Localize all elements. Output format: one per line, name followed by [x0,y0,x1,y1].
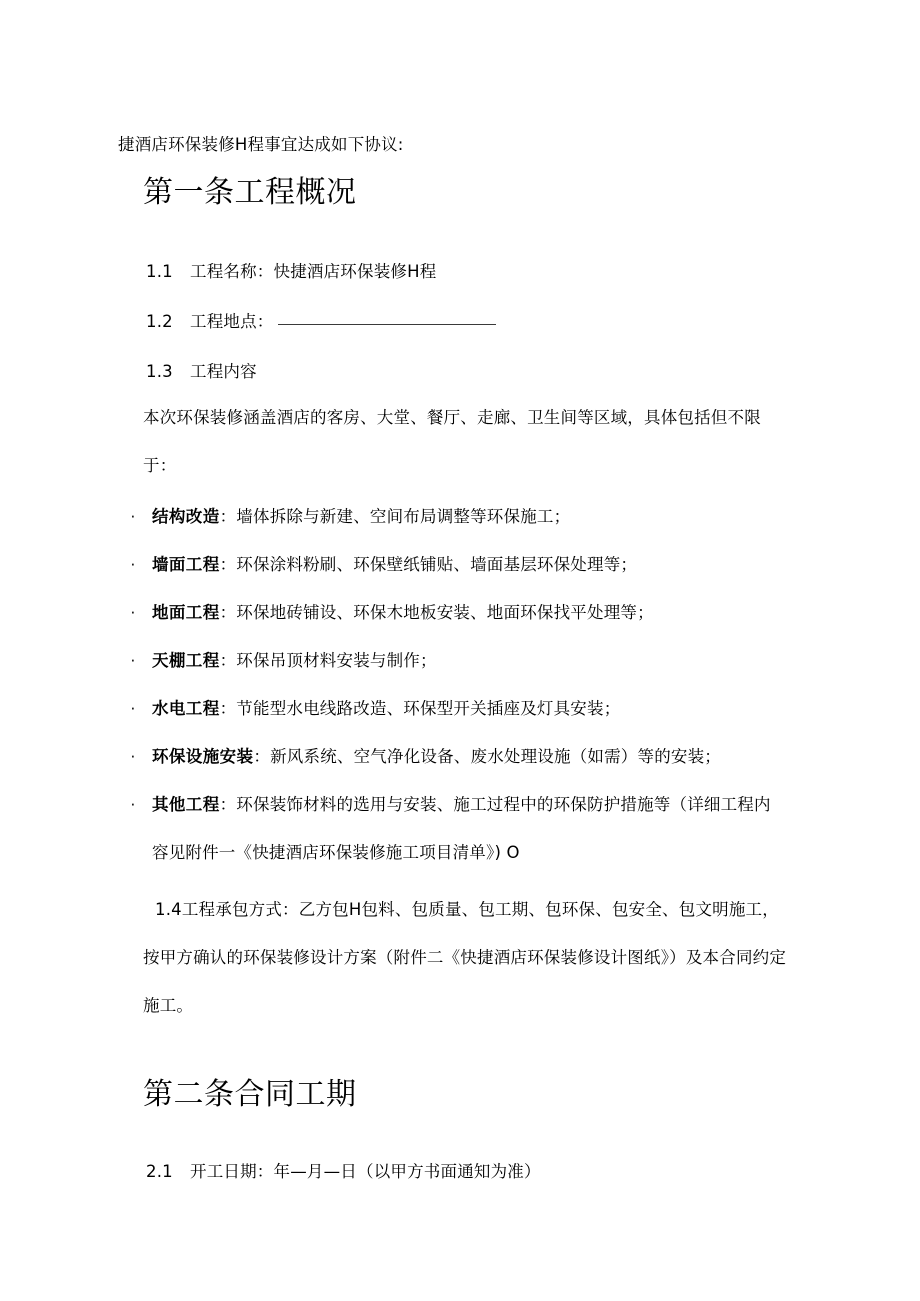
list-item-detail: ：墙体拆除与新建、空间布局调整等环保施工； [219,507,571,526]
list-item-text [152,781,771,829]
list-item-detail: ：环保装饰材料的选用与安装、施工过程中的环保防护措施等（详细工程内 [219,795,771,814]
clause-text-1-2: 工程地点： [190,312,274,331]
list-item-text [152,733,721,781]
scope-bullet-list [0,493,920,877]
bullet-dot-icon: · [130,604,136,622]
list-item-detail: ：环保地砖铺设、环保木地板安装、地面环保找平处理等； [219,603,654,622]
clause-1-1 [146,259,436,285]
clause-number-1-2: 1.2 [146,312,173,331]
clause-number-2-1: 2.1 [146,1162,173,1181]
list-item-text [152,685,620,733]
bullet-dot-icon: · [130,652,136,670]
list-item-detail: ：环保吊顶材料安装与制作； [219,651,437,670]
section-heading-one: 第一条工程概况 [143,175,357,210]
list-item-detail: ：节能型水电线路改造、环保型开关插座及灯具安装； [219,699,621,718]
list-item-term: 天棚工程 [152,651,220,670]
list-item [0,589,920,637]
list-item-term: 结构改造 [152,507,220,526]
clause-2-1 [146,1159,541,1185]
list-item [0,637,920,685]
list-item [0,541,920,589]
contract-mode-paragraph: 1.4工程承包方式：乙方包H包料、包质量、包工期、包环保、包安全、包文明施工，按甲方确认的环保装修设计方案（附件二《快捷酒店环保装修设计图纸》）及本合同约定施工。 [143,900,787,1015]
clause-number-1-1: 1.1 [146,262,173,281]
list-item-text [152,589,654,637]
list-item [0,493,920,541]
list-item [0,781,920,829]
bullet-dot-icon: · [130,748,136,766]
bullet-dot-icon: · [130,508,136,526]
clause-text-1-1: 工程名称：快捷酒店环保装修H程 [190,262,437,281]
intro-line: 捷酒店环保装修H程事宜达成如下协议: [118,135,404,154]
clause-text-1-3: 工程内容 [190,362,257,381]
bullet-dot-icon: · [130,796,136,814]
clause-text-2-1: 开工日期：年—月—日（以甲方书面通知为准） [190,1162,541,1181]
bullet-dot-icon: · [130,700,136,718]
list-item-term: 水电工程 [152,699,220,718]
list-item [0,685,920,733]
list-item [0,733,920,781]
bullet-dot-icon: · [130,556,136,574]
list-item-detail: ：新风系统、空气净化设备、废水处理设施（如需）等的安装； [253,747,722,766]
list-item-term: 墙面工程 [152,555,220,574]
section-heading-two: 第二条合同工期 [143,1077,357,1112]
list-item-text [152,493,570,541]
fill-in-blank-rule[interactable] [278,323,496,325]
clause-number-1-3: 1.3 [146,362,173,381]
list-item-text [152,637,437,685]
list-item-term: 地面工程 [152,603,220,622]
clause-1-3 [146,359,257,385]
list-item-detail: ：环保涂料粉刷、环保壁纸铺贴、墙面基层环保处理等； [219,555,638,574]
list-item-term: 其他工程 [152,795,220,814]
list-item-text [152,541,637,589]
clause-1-2 [146,309,496,335]
scope-paragraph: 本次环保装修涵盖酒店的客房、大堂、餐厅、走廊、卫生间等区域，具体包括但不限于： [143,408,761,475]
list-item-continuation: 容见附件一《快捷酒店环保装修施工项目清单》) O [152,843,520,862]
list-item-term: 环保设施安装 [152,747,254,766]
